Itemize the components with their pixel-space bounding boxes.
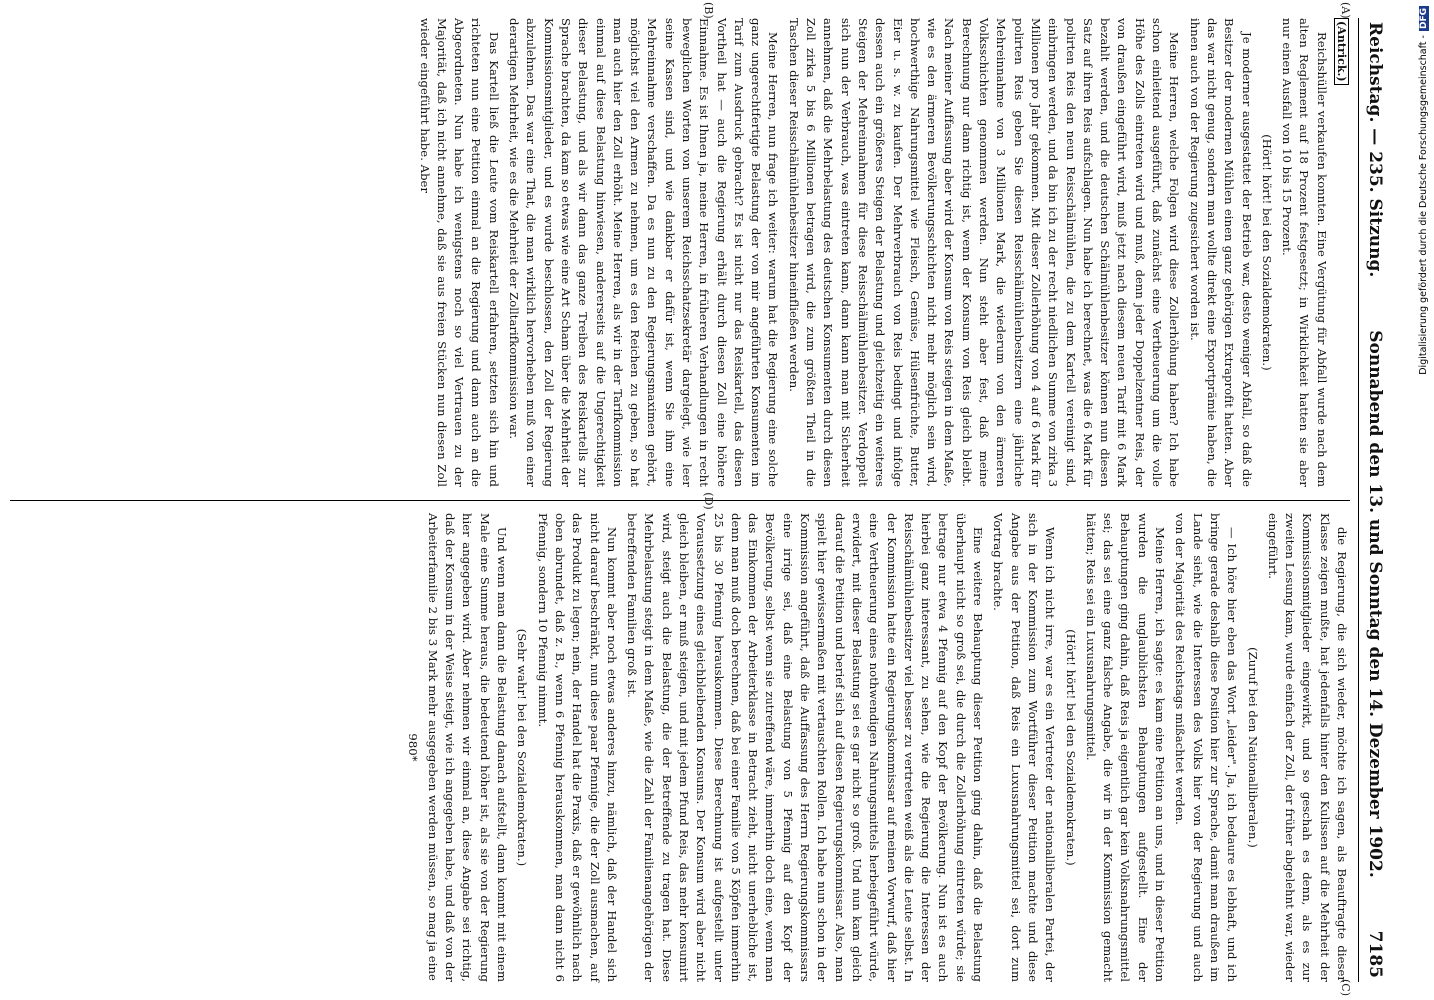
marker-d: (D) xyxy=(702,492,715,510)
paragraph: Und wenn man dann die Belastung danach aufstellt, dann kommt mit einem Male eine Summe heraus, die bedeutend höher ist, als sie von der Regierung hier angegeben wird. Aber nehmen wir einmal an, diese Angabe sei richtig, daß der Konsum in der Weise steigt, wie ich angegeben habe, und daß von der Arbeiterfamilie 2 bis 3 Mark mehr ausgegeben werden müssen, so mag ja eine xyxy=(425,513,510,982)
paragraph: — Ich höre hier eben das Wort „leider". Ja, ich bedaure es lebhaft, und ich bringe gerade deshalb diese Position hier zur Sprache, damit man draußen im Lande sieht, wie die Interessen des Volks hier von der Regierung und auch von der Majorität des Reichstags mißachtet werden. xyxy=(1173,513,1240,982)
paragraph: Meine Herren, nun frage ich weiter: warum hat die Regierung eine solche ganz ungerechtfertigte Belastung der von mir angeführten Konsumenten im Tarif zum Ausdruck gebracht? Es ist nicht nur das Reiskartell, das diesen Vortheil hat — auch die Regierung erhält durch diesen Zoll eine höhere Einnahme. Es ist Ihnen ja, meine Herren, in früheren Verhandlungen in recht beweglichen Worten von unserem Reichsschatzsekretär dargelegt, wie leer seine Kassen sind, und wie dankbar er dafür ist, wenn Sie ihm eine Mehreinnahme verschaffen. Da es nun zu den Regierungsmaximen gehört, möglichst viel den Armen zu nehmen, um es den Reichen zu geben, so hat man auch hier den Zoll erhöht. Meine Herren, als wir in der Tarifkommission einmal auf diese Belastung hinwiesen, andererseits auf die Ungerechtigkeit dieser Belastung, und als wir dann das ganze Treiben des Reiskartells zur Sprache brachten, da kam so etwas wie eine Art Scham über die Mehrheit der Kommissionsmitglieder, und es wurde beschlossen, den Zoll der Regierung abzulehnen. Das war eine That, die man wirklich hervorheben muß von einer derartigen Mehrheit, wie es die Mehrheit der Zolltarifkommission war. xyxy=(507,18,781,487)
continued-tag-line xyxy=(1333,18,1350,487)
marker-a: (A) xyxy=(1339,2,1352,19)
dfg-credit: Digitalisierung gefördert durch die Deutsche Forschungsgemeinschaft - xyxy=(1418,35,1429,375)
paragraph: Reichshüller verkaufen konnten. Eine Vergütung für Abfall wurde nach dem alten Reglement auf 18 Prozent festgesetzt; in Wirklichkeit hatten sie aber nur einen Ausfall von 10 bis 15 Prozent. xyxy=(1280,18,1329,487)
paragraph: Wenn ich nicht irre, war es ein Vertreter der nationalliberalen Partei, der sich in der Kommission zum Wortführer dieser Petition machte und diese Angabe aus der Petition, daß Reis ein Luxusnahrungsmittel sei, dort zum Vortrag brachte. xyxy=(991,513,1058,982)
dfg-logo: DFG xyxy=(1419,8,1429,30)
dfg-credit-line xyxy=(1418,6,1432,994)
paragraph: die Regierung, die sich wieder, möchte ich sagen, als Beauftragte dieser Klasse zeigen mußte, hat jedenfalls hinter den Kulissen auf die Mehrheit der Kommissionsmitglieder eingewirkt, und so geschah es denn, als es zur zweiten Lesung kam, wurde einfach der Zoll, der früher abgelehnt war, wieder eingeführt. xyxy=(1265,513,1349,982)
right-column xyxy=(10,513,1350,982)
paragraph: (Zuruf bei den Nationalliberalen.) xyxy=(1245,647,1260,848)
dfg-sidebar xyxy=(1418,6,1432,994)
signature-mark: 980* xyxy=(405,733,420,762)
paragraph: (Hört! hört! bei den Sozialdemokraten.) xyxy=(1259,134,1274,371)
paragraph: Meine Herren, welche Folgen wird diese Zollerhöhung haben? Ich habe schon einleitend ausgeführt, daß zunächst eine Vertheuerung um die volle Höhe des Zolls eintreten wird und muß, denn jeder Doppelzentner Reis, der von draußen eingeführt wird, muß jetzt nach diesem neuen Tarif mit 6 Mark bezahlt werden, und die deutschen Schälmühlenbesitzer können nun diesen Satz auf ihren Reis aufschlagen. Nun habe ich berechnet, was die 6 Mark für polirten Reis den neun Reisschälmühlen, die zu dem Kartell vereinigt sind, einbringen werden, und da bin ich zu der recht niedlichen Summe von zirka 3 Millionen pro Jahr gekommen. Mit dieser Zollerhöhung von 4 auf 6 Mark für polirten Reis geben Sie diesen Reisschälmühlenbesitzern eine jährliche Mehreinnahme von 3 Millionen Mark, die wiederum von den ärmeren Volksschichten genommen werden. Nun steht aber fest, daß meine Berechnung nur dann richtig ist, wenn der Konsum von Reis gleich bleibt. Nach meiner Auffassung aber wird der Konsum von Reis steigen in dem Maße, wie es den ärmeren Bevölkerungsschichten nicht mehr möglich sein wird, hochwerthige Nahrungsmittel wie Fleisch, Gemüse, Hülsenfrüchte, Butter, Eier u. s. w. zu kaufen. Der Mehrverbrauch von Reis bedingt und infolge dessen auch ein größeres Steigen der Belastung und gleichzeitig ein weiteres Steigen der Mehreinnahmen für diese Reisschälmühlenbesitzer. Verdoppelt sich nun der Verbrauch, was eintreten kann, dann kann man mit Sicherheit annehmen, daß die Mehrbelastung des deutschen Konsumenten durch diesen Zoll zirka 5 bis 6 Millionen betragen wird, die zum größten Theil in die Taschen dieser Reisschälmühlenbesitzer hineinfließen werden. xyxy=(786,18,1182,487)
marker-b: (B) xyxy=(702,2,715,19)
continued-tag: (Antrick.) xyxy=(1334,18,1349,85)
paragraph: (Sehr wahr! bei den Sozialdemokraten.) xyxy=(515,628,530,867)
header-left: Reichstag. — 235. Sitzung. xyxy=(1365,22,1385,278)
paragraph: Nun kommt aber noch etwas anderes hinzu, nämlich, daß der Handel sich nicht darauf beschränkt, nun diese paar Pfennige, die der Zoll ausmachen, auf das Produkt zu legen; nein, der Handel hat die Praxis, daß er gewöhnlich nach oben abrundet, daß z. B., wenn 6 Pfennig herauskommen, man dann nicht 6 Pfennig, sondern 10 Pfennig nimmt. xyxy=(535,513,619,982)
columns xyxy=(10,2,1352,996)
page-number: 7185 xyxy=(1365,930,1385,978)
left-column xyxy=(10,18,1350,487)
paragraph: Eine weitere Behauptung dieser Petition ging dahin, daß die Belastung überhaupt nicht so groß sei, die durch die Zollerhöhung eintreten würde; sie betrage nur etwa 4 Pfennig auf den Kopf der Bevölkerung. Nun ist es auch hierbei ganz interessant, zu sehen, wie die Regierung die Interessen der Reisschälmühlenbesitzer viel besser zu vertreten weiß als die Leute selbst. In der Kommission hatte ein Regierungskommissar auf meinen Vorwurf, daß hier eine Vertheuerung eines nothwendigen Nahrungsmittels herbeigeführt würde, erwidert, mit dieser Belastung sei es gar nicht so groß. Und nun kam gleich darauf die Petition und berief sich auf diesen Regierungskommissar. Also, man spielt hier gewissermaßen mit vertauschten Rollen. Ich habe nun schon in der Kommission angeführt, daß die Auffassung des Herrn Regierungskommissars eine irrige sei, daß eine Belastung von 5 Pfennig auf den Kopf der Bevölkerung, selbst wenn sie zutreffend wäre, immerhin doch eine, wenn man das Einkommen der Arbeiterklasse in Betracht zieht, nicht unerhebliche ist, denn man muß doch berechnen, daß bei einer Familie von 5 Köpfen immerhin 25 bis 30 Pfennig herauskommen. Diese Berechnung ist aufgestellt unter Voraussetzung eines gleichbleibenden Konsums. Der Konsum wird aber nicht gleich bleiben, er muß steigen, und mit jedem Pfund Reis, das mehr konsumirt wird, steigt auch die Belastung, die der Betreffende zu tragen hat. Diese Mehrbelastung steigt in dem Maße, wie die Zahl der Familienangehörigen der betreffenden Familien groß ist. xyxy=(625,513,986,982)
header-date: Sonnabend den 13. und Sonntag den 14. Dezember 1902. xyxy=(1365,330,1385,878)
paragraph: Meine Herren, ich sagte: es kam eine Petition an uns, und in dieser Petition wurden die unglaublichsten Behauptungen aufgestellt. Eine der Behauptungen ging dahin, daß Reis ja eigentlich gar kein Volksnahrungsmittel sei; das sei eine ganz falsche Angabe, die wir in der Kommission gemacht hätten; Reis sei ein Luxusnahrungsmittel. xyxy=(1083,513,1168,982)
page-header xyxy=(1358,18,1387,982)
paragraph: (Hört! hört! bei den Sozialdemokraten.) xyxy=(1063,629,1078,866)
column-divider xyxy=(10,500,1350,501)
paragraph: Das Kartell ließ die Leute vom Reiskartell erfahren, setzten sich hin und richteten nun eine Petition einmal an die Regierung und dann auch an die Abgeordneten. Nun habe ich wenigstens noch so viel Vertrauen zu der Majorität, daß ich nicht annehme, daß sie aus freien Stücken nun diesen Zoll wieder eingeführt habe. Aber xyxy=(417,18,501,487)
paragraph: Je moderner ausgestattet der Betrieb war, desto weniger Abfall, so daß die Besitzer der modernen Mühlen einen ganz gehörigen Extraprofit hatten. Aber das war nicht genug, sondern man wollte direkt eine Exportprämie haben, die ihnen auch von der Regierung zugesichert worden ist. xyxy=(1187,18,1254,487)
marker-c: (C) xyxy=(1339,979,1352,996)
